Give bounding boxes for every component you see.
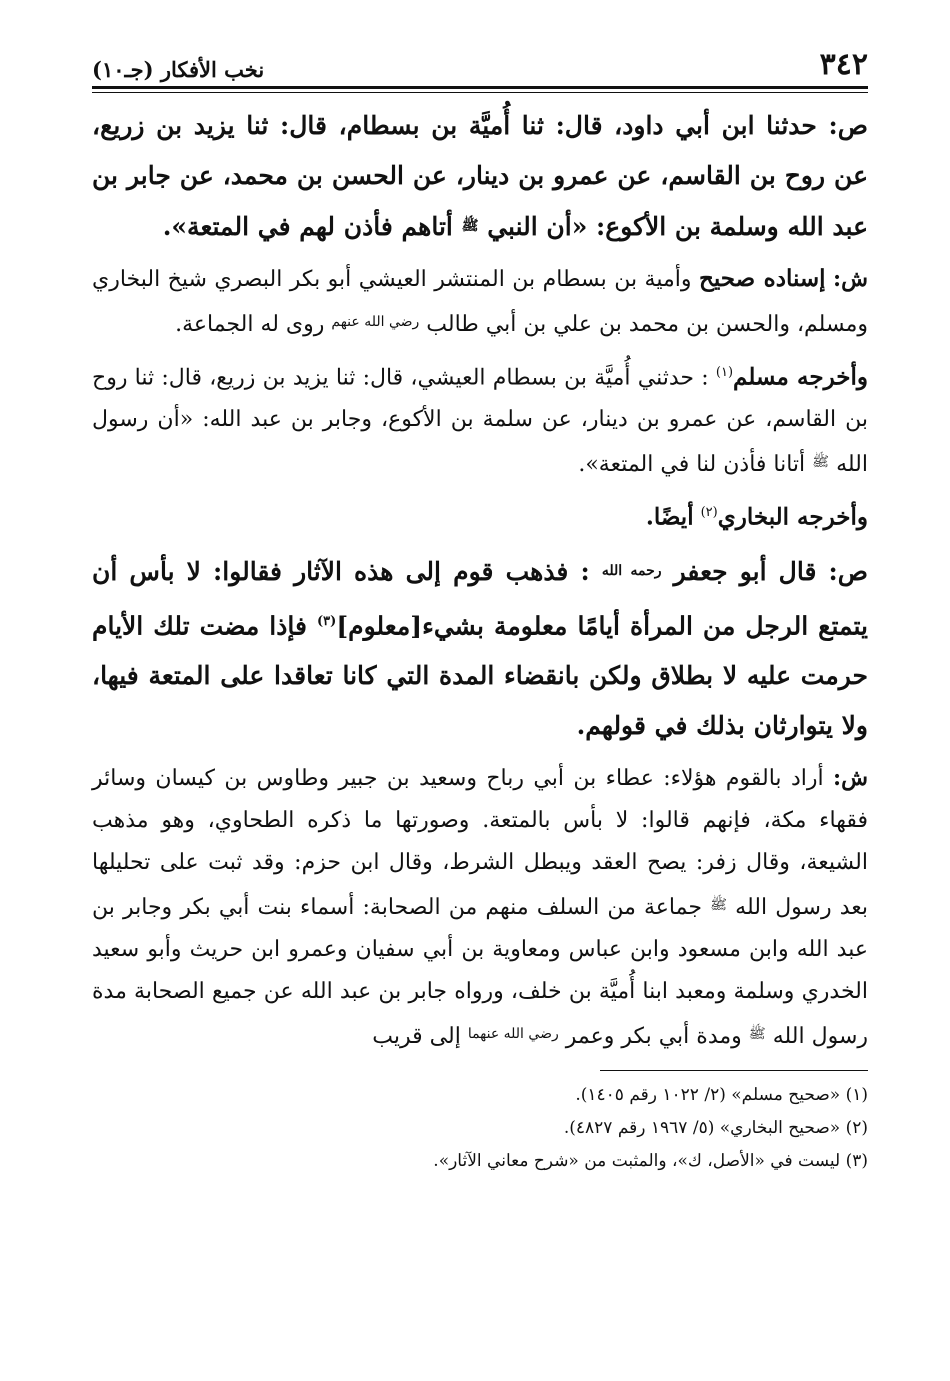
- salutation-glyph: ﷺ: [461, 218, 479, 234]
- salutation-glyph: ﷺ: [748, 1025, 766, 1042]
- paragraph-text: حدثنا ابن أبي داود، قال: ثنا أُميَّة بن بسطام، قال: ثنا يزيد بن زريع، عن روح بن القاسم، عن عمرو بن دينار، عن الحسن بن محمد، عن جابر بن عبد الله وسلمة بن الأكوع: «أن النبي: [92, 111, 868, 241]
- footnote-2: (٢) «صحيح البخاري» (٥/ ١٩٦٧ رقم ٤٨٢٧).: [563, 1117, 868, 1138]
- paragraph-text-tail: فإذا مضت تلك الأيام حرمت عليه لا بطلاق ولكن بانقضاء المدة التي كانا تعاقدا على المتعة فيها، ولا يتوارثان بذلك في قولهم.: [92, 610, 868, 740]
- footnote-ref-1: (١): [715, 365, 734, 380]
- footnote-3: (٣) ليست في «الأصل، ك»، والمثبت من «شرح معاني الآثار».: [433, 1150, 868, 1171]
- takhrij-paragraph-muslim: [92, 352, 868, 486]
- paragraph-text: : حدثني أُميَّة بن بسطام العيشي، قال: ثنا يزيد بن زريع، قال: ثنا روح بن القاسم، عن عمرو بن دينار، عن سلمة بن الأكوع، وجابر بن عبد الله: «أن رسول الله: [92, 365, 868, 478]
- salutation-glyph: ﷺ: [812, 454, 830, 471]
- book-page: [92, 38, 868, 1178]
- sad-marker: ص:: [828, 111, 868, 140]
- salutation-glyph: رحمه الله: [601, 562, 662, 579]
- footnote-1: (١) «صحيح مسلم» (٢/ ١٠٢٢ رقم ١٤٠٥).: [575, 1084, 868, 1105]
- salutation-glyph: ﷺ: [710, 896, 728, 913]
- running-title: نخب الأفكار (جـ١٠): [92, 57, 265, 82]
- matn-paragraph-2: [92, 546, 868, 751]
- takhrij-muslim: وأخرجه مسلم: [733, 363, 868, 391]
- footnote-separator: [600, 1070, 868, 1071]
- salutation-glyph: رضي الله عنهم: [331, 314, 420, 330]
- paragraph-text-tail: روى له الجماعة.: [175, 312, 325, 337]
- paragraph-text: وأمية بن بسطام بن المنتشر العيشي أبو بكر البصري شيخ البخاري ومسلم، والحسن بن محمد بن علي بن أبي طالب: [92, 267, 868, 337]
- paragraph-text-2: : فذهب قوم إلى هذه الآثار فقالوا: لا بأس أن يتمتع الرجل من المرأة أيامًا معلومة بشيء[معلوم]: [92, 556, 868, 640]
- matn-paragraph-1: [92, 101, 868, 252]
- isnad-verdict: إسناده صحيح: [699, 265, 826, 292]
- takhrij-bukhari: وأخرجه البخاري: [717, 503, 868, 531]
- shin-marker: ش:: [833, 764, 868, 791]
- footnote-ref-2: (٢): [700, 505, 718, 521]
- paragraph-text-tail: أيضًا.: [645, 503, 694, 531]
- footnote-ref-3: (٣): [317, 613, 337, 629]
- paragraph-text: أراد بالقوم هؤلاء: عطاء بن أبي رباح وسعيد بن جبير وطاوس بن كيسان وسائر فقهاء مكة، فإنهم قالوا: لا بأس بالمتعة. وصورتها ما ذكره الطحاوي، وهو مذهب الشيعة، وقال زفر: يصح العقد ويبطل الشرط، وقال ابن حزم: وقد ثبت على تحليلها بعد رسول الله: [92, 765, 869, 920]
- salutation-glyph: رضي الله عنهما: [467, 1025, 559, 1042]
- sharh-paragraph-2: [92, 757, 868, 1058]
- shin-marker: ش:: [833, 266, 869, 292]
- paragraph-text-3: ومدة أبي بكر وعمر: [565, 1023, 742, 1049]
- page-number: ٣٤٢: [819, 47, 868, 82]
- paragraph-text-tail: أتانا فأذن لنا في المتعة».: [578, 452, 806, 478]
- takhrij-paragraph-bukhari: [92, 492, 868, 539]
- paragraph-text-2: جماعة من السلف منهم من الصحابة: أسماء بنت أبي بكر وجابر بن عبد الله وابن مسعود وابن عباس ومعاوية بن أبي سفيان وعمرو ابن حريث وأبو سعيد الخدري وسلمة ومعبد ابنا أُميَّة بن خلف، ورواه جابر بن عبد الله عن جميع الصحابة مدة رسول الله: [92, 894, 868, 1049]
- sad-marker: ص:: [828, 556, 868, 586]
- paragraph-text: قال أبو جعفر: [673, 556, 817, 586]
- header-rule-thick: [92, 86, 868, 89]
- page-header: [92, 38, 868, 82]
- paragraph-text-tail: إلى قريب: [372, 1023, 461, 1049]
- header-rule-thin: [92, 92, 868, 93]
- sharh-paragraph-1: [92, 258, 868, 346]
- paragraph-text-tail: أتاهم فأذن لهم في المتعة».: [162, 212, 453, 241]
